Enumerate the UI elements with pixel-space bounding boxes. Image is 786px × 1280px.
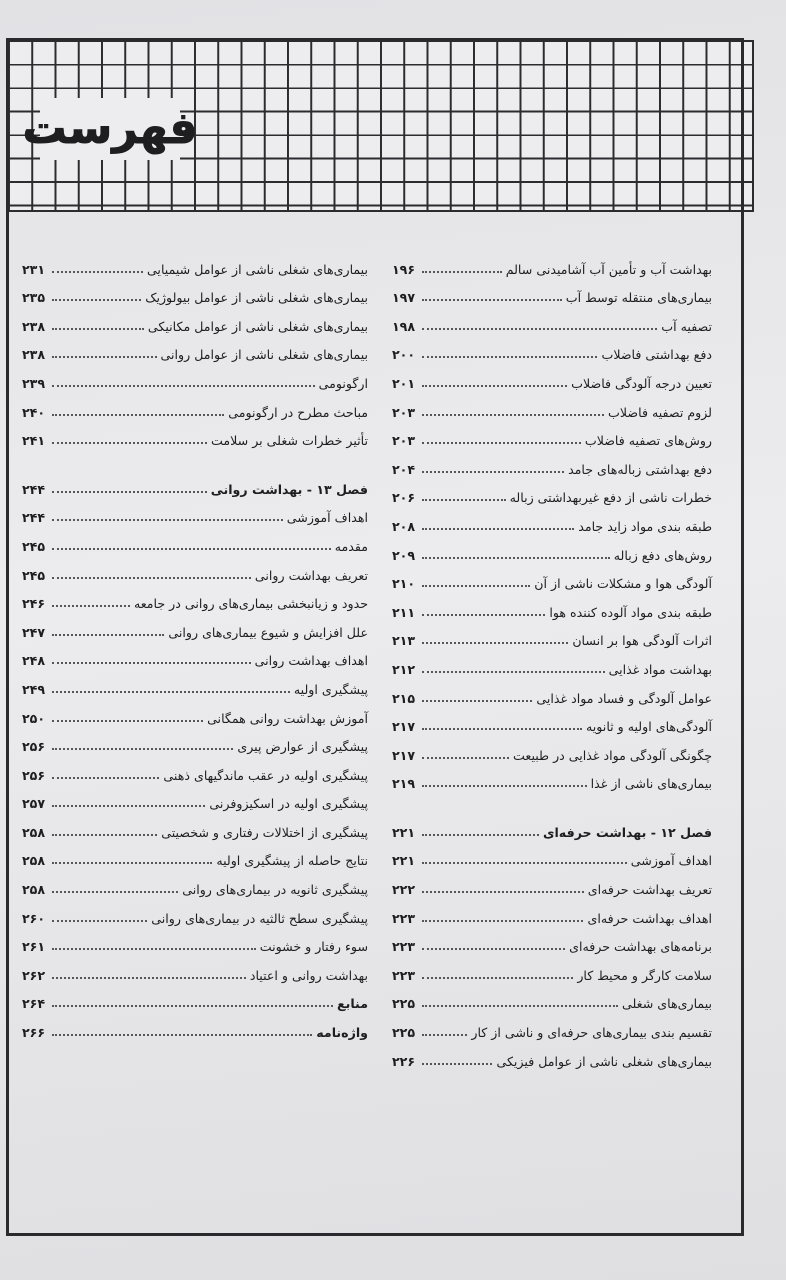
toc-entry-page: ۲۱۵ bbox=[392, 690, 416, 706]
toc-entry bbox=[392, 983, 712, 1012]
dot-leader bbox=[52, 634, 164, 636]
toc-entry-title: بیماری‌های شغلی bbox=[622, 996, 712, 1012]
dot-leader bbox=[52, 605, 130, 607]
toc-column-right bbox=[392, 248, 712, 1069]
toc-entry-title: تعیین درجه آلودگی فاضلاب bbox=[571, 375, 712, 391]
toc-entry-page: ۲۴۷ bbox=[22, 624, 46, 640]
dot-leader bbox=[52, 948, 256, 950]
toc-entry-title: لزوم تصفیه فاضلاب bbox=[608, 404, 712, 420]
toc-entry-page: ۲۰۱ bbox=[392, 375, 416, 391]
dot-leader bbox=[52, 662, 251, 664]
toc-entry bbox=[22, 497, 368, 526]
toc-entry-title: پیشگیری از عوارض پیری bbox=[237, 739, 368, 755]
toc-entry-title: روش‌های تصفیه فاضلاب bbox=[584, 433, 712, 449]
toc-entry-title: حدود و زیانبخشی بیماری‌های روانی در جامعه bbox=[133, 596, 368, 612]
dot-leader bbox=[52, 748, 233, 750]
toc-entry bbox=[22, 668, 368, 697]
toc-entry bbox=[392, 362, 712, 391]
toc-entry-page: ۲۱۹ bbox=[392, 776, 416, 792]
toc-entry-title: پیشگیری سطح ثالثیه در بیماری‌های روانی bbox=[151, 910, 368, 926]
dot-leader bbox=[422, 557, 610, 559]
toc-entry-page: ۲۴۵ bbox=[22, 567, 46, 583]
toc-entry-page: ۲۳۸ bbox=[22, 318, 46, 334]
toc-entry-title: روش‌های دفع زباله bbox=[613, 547, 712, 563]
toc-entry-page: ۱۹۷ bbox=[392, 290, 416, 306]
toc-entry bbox=[22, 697, 368, 726]
toc-entry-page: ۲۴۴ bbox=[22, 510, 46, 526]
toc-entry-title: خطرات ناشی از دفع غیربهداشتی زباله bbox=[509, 490, 712, 506]
toc-entry bbox=[22, 391, 368, 420]
dot-leader bbox=[52, 385, 315, 387]
toc-entry-title: بیماری‌های منتقله توسط آب bbox=[565, 290, 712, 306]
toc-entry bbox=[392, 840, 712, 869]
toc-entry-page: ۱۹۶ bbox=[392, 261, 416, 277]
toc-entry bbox=[392, 534, 712, 563]
dot-leader bbox=[52, 519, 283, 521]
toc-entry-page: ۲۳۵ bbox=[22, 290, 46, 306]
dot-leader bbox=[52, 271, 143, 273]
dot-leader bbox=[422, 1063, 492, 1065]
toc-entry bbox=[392, 248, 712, 277]
dot-leader bbox=[422, 862, 627, 864]
toc-entry-title: فصل ۱۲ - بهداشت حرفه‌ای bbox=[542, 824, 712, 840]
toc-chapter-heading bbox=[22, 468, 368, 497]
page-title: فهرست bbox=[22, 103, 198, 154]
toc-entry-page: ۲۶۲ bbox=[22, 967, 46, 983]
toc-entry-title: بیماری‌های شغلی ناشی از عوامل روانی bbox=[160, 347, 368, 363]
toc-entry-page: ۲۶۱ bbox=[22, 939, 46, 955]
toc-entry bbox=[22, 840, 368, 869]
dot-leader bbox=[52, 805, 205, 807]
toc-entry bbox=[392, 305, 712, 334]
toc-entry-page: ۲۴۶ bbox=[22, 596, 46, 612]
toc-entry-page: ۲۴۱ bbox=[22, 433, 46, 449]
toc-entry-title: طبقه بندی مواد آلوده کننده هوا bbox=[549, 604, 712, 620]
toc-entry-title: اثرات آلودگی هوا بر انسان bbox=[572, 633, 712, 649]
dot-leader bbox=[52, 328, 144, 330]
dot-leader bbox=[422, 671, 605, 673]
toc-entry-page: ۲۵۸ bbox=[22, 824, 46, 840]
toc-entry-title: اهداف بهداشت حرفه‌ای bbox=[587, 910, 712, 926]
toc-entry-title: تصفیه آب bbox=[661, 318, 712, 334]
toc-entry-page: ۲۲۶ bbox=[392, 1053, 416, 1069]
toc-entry-page: ۲۴۵ bbox=[22, 538, 46, 554]
toc-entry bbox=[22, 1011, 368, 1040]
toc-entry-page: ۲۰۶ bbox=[392, 490, 416, 506]
toc-entry-title: تقسیم بندی بیماری‌های حرفه‌ای و ناشی از کار bbox=[471, 1025, 712, 1041]
toc-entry bbox=[392, 1011, 712, 1040]
toc-entry-title: مباحث مطرح در ارگونومی bbox=[228, 404, 368, 420]
dot-leader bbox=[422, 414, 604, 416]
toc-entry bbox=[392, 706, 712, 735]
dot-leader bbox=[52, 862, 212, 864]
toc-entry-page: ۲۲۳ bbox=[392, 910, 416, 926]
dot-leader bbox=[422, 585, 530, 587]
toc-entry bbox=[22, 611, 368, 640]
toc-entry bbox=[22, 954, 368, 983]
toc-entry-page: ۲۱۷ bbox=[392, 719, 416, 735]
toc-entry-title: آلودگی‌های اولیه و ثانویه bbox=[586, 719, 712, 735]
toc-entry bbox=[22, 305, 368, 334]
toc-entry-title: سلامت کارگر و محیط کار bbox=[577, 967, 712, 983]
toc-entry-title: فصل ۱۳ - بهداشت روانی bbox=[210, 481, 368, 497]
toc-entry bbox=[392, 677, 712, 706]
toc-chapter-heading bbox=[392, 811, 712, 840]
toc-entry-page: ۲۲۳ bbox=[392, 939, 416, 955]
toc-entry bbox=[392, 734, 712, 763]
toc-entry bbox=[392, 334, 712, 363]
toc-entry-page: ۱۹۸ bbox=[392, 318, 416, 334]
toc-entry-title: تأثیر خطرات شغلی بر سلامت bbox=[211, 433, 368, 449]
dot-leader bbox=[422, 299, 562, 301]
toc-entry bbox=[22, 811, 368, 840]
toc-entry bbox=[392, 277, 712, 306]
toc-entry bbox=[392, 1040, 712, 1069]
toc-entry bbox=[392, 477, 712, 506]
dot-leader bbox=[422, 528, 574, 530]
toc-entry-page: ۲۶۰ bbox=[22, 910, 46, 926]
toc-entry-page: ۲۰۴ bbox=[392, 461, 416, 477]
dot-leader bbox=[52, 442, 207, 444]
toc-entry-page: ۲۲۱ bbox=[392, 824, 416, 840]
dot-leader bbox=[422, 728, 582, 730]
toc-entry-title: پیشگیری اولیه bbox=[293, 681, 368, 697]
dot-leader bbox=[52, 691, 290, 693]
dot-leader bbox=[52, 1005, 333, 1007]
toc-entry bbox=[22, 640, 368, 669]
toc-entry bbox=[22, 334, 368, 363]
toc-entry-page: ۲۴۰ bbox=[22, 404, 46, 420]
toc-entry bbox=[22, 554, 368, 583]
dot-leader bbox=[422, 834, 539, 836]
toc-entry-page: ۲۱۷ bbox=[392, 747, 416, 763]
section-gap bbox=[392, 791, 712, 811]
toc-entry bbox=[392, 868, 712, 897]
toc-entry bbox=[22, 754, 368, 783]
dot-leader bbox=[422, 1034, 467, 1036]
toc-entry-title: تعریف بهداشت حرفه‌ای bbox=[587, 882, 712, 898]
toc-entry-title: مقدمه bbox=[334, 538, 368, 554]
toc-entry-page: ۲۰۳ bbox=[392, 404, 416, 420]
toc-entry bbox=[22, 583, 368, 612]
toc-entry bbox=[392, 505, 712, 534]
toc-entry-page: ۲۳۹ bbox=[22, 375, 46, 391]
toc-entry-title: آموزش بهداشت روانی همگانی bbox=[207, 710, 368, 726]
toc-entry bbox=[22, 726, 368, 755]
dot-leader bbox=[422, 891, 584, 893]
toc-entry-title: دفع بهداشتی زباله‌های جامد bbox=[568, 461, 712, 477]
toc-entry-title: طبقه بندی مواد زاید جامد bbox=[578, 518, 712, 534]
toc-entry-title: علل افزایش و شیوع بیماری‌های روانی bbox=[168, 624, 368, 640]
toc-entry-page: ۲۵۶ bbox=[22, 739, 46, 755]
dot-leader bbox=[52, 891, 178, 893]
toc-entry-title: اهداف آموزشی bbox=[630, 853, 712, 869]
toc-entry bbox=[392, 591, 712, 620]
toc-entry bbox=[22, 362, 368, 391]
toc-entry-page: ۲۲۱ bbox=[392, 853, 416, 869]
toc-entry bbox=[392, 448, 712, 477]
toc-entry-page: ۲۱۰ bbox=[392, 576, 416, 592]
dot-leader bbox=[52, 777, 159, 779]
toc-entry-page: ۲۲۳ bbox=[392, 967, 416, 983]
toc-entry-title: برنامه‌های بهداشت حرفه‌ای bbox=[569, 939, 712, 955]
dot-leader bbox=[52, 299, 141, 301]
toc-entry-title: بیماری‌های ناشی از غذا bbox=[590, 776, 712, 792]
dot-leader bbox=[422, 1005, 618, 1007]
toc-entry-page: ۲۳۱ bbox=[22, 261, 46, 277]
toc-entry-title: اهداف بهداشت روانی bbox=[254, 653, 368, 669]
section-gap bbox=[22, 448, 368, 468]
dot-leader bbox=[422, 356, 597, 358]
dot-leader bbox=[52, 834, 157, 836]
toc-entry-title: پیشگیری ثانویه در بیماری‌های روانی bbox=[182, 882, 368, 898]
toc-entry-page: ۲۴۴ bbox=[22, 481, 46, 497]
toc-entry-page: ۲۰۳ bbox=[392, 433, 416, 449]
dot-leader bbox=[422, 977, 573, 979]
toc-entry bbox=[392, 954, 712, 983]
dot-leader bbox=[422, 471, 564, 473]
toc-entry-title: بهداشت آب و تأمین آب آشامیدنی سالم bbox=[505, 261, 712, 277]
toc-entry bbox=[22, 897, 368, 926]
toc-column-left bbox=[22, 248, 368, 1040]
toc-entry-title: بیماری‌های شغلی ناشی از عوامل مکانیکی bbox=[147, 318, 368, 334]
dot-leader bbox=[52, 356, 157, 358]
toc-entry-title: پیشگیری اولیه در اسکیزوفرنی bbox=[209, 796, 368, 812]
dot-leader bbox=[422, 920, 583, 922]
toc-entry bbox=[392, 648, 712, 677]
toc-entry-page: ۲۰۸ bbox=[392, 518, 416, 534]
dot-leader bbox=[52, 577, 251, 579]
toc-entry-page: ۲۲۵ bbox=[392, 1025, 416, 1041]
toc-entry bbox=[392, 620, 712, 649]
dot-leader bbox=[422, 328, 657, 330]
toc-entry bbox=[392, 763, 712, 792]
toc-entry bbox=[22, 926, 368, 955]
toc-entry-page: ۲۱۲ bbox=[392, 661, 416, 677]
toc-entry-page: ۲۵۷ bbox=[22, 796, 46, 812]
toc-entry-title: چگونگی آلودگی مواد غذایی در طبیعت bbox=[513, 747, 712, 763]
toc-entry-title: بیماری‌های شغلی ناشی از عوامل شیمیایی bbox=[146, 261, 368, 277]
toc-entry bbox=[22, 983, 368, 1012]
toc-entry-page: ۲۱۱ bbox=[392, 604, 416, 620]
toc-entry-page: ۲۰۰ bbox=[392, 347, 416, 363]
toc-entry-page: ۲۱۳ bbox=[392, 633, 416, 649]
toc-entry-page: ۲۴۸ bbox=[22, 653, 46, 669]
toc-entry-title: بیماری‌های شغلی ناشی از عوامل فیزیکی bbox=[496, 1053, 712, 1069]
toc-entry bbox=[22, 525, 368, 554]
dot-leader bbox=[422, 700, 532, 702]
toc-entry-title: واژه‌نامه bbox=[316, 1025, 368, 1041]
toc-entry-title: پیشگیری اولیه در عقب ماندگیهای ذهنی bbox=[163, 767, 368, 783]
toc-entry-title: عوامل آلودگی و فساد مواد غذایی bbox=[536, 690, 712, 706]
toc-entry-page: ۲۵۸ bbox=[22, 853, 46, 869]
toc-entry-page: ۲۴۹ bbox=[22, 681, 46, 697]
dot-leader bbox=[52, 920, 147, 922]
dot-leader bbox=[422, 442, 581, 444]
toc-entry bbox=[392, 926, 712, 955]
toc-entry bbox=[22, 868, 368, 897]
toc-entry-title: بیماری‌های شغلی ناشی از عوامل بیولوژیک bbox=[145, 290, 368, 306]
toc-entry-page: ۲۵۶ bbox=[22, 767, 46, 783]
toc-entry-title: سوء رفتار و خشونت bbox=[259, 939, 368, 955]
dot-leader bbox=[422, 948, 565, 950]
toc-entry-title: منابع bbox=[337, 996, 368, 1012]
toc-entry-title: ارگونومی bbox=[318, 375, 368, 391]
toc-entry bbox=[22, 277, 368, 306]
toc-entry-page: ۲۰۹ bbox=[392, 547, 416, 563]
toc-entry-title: بهداشت مواد غذایی bbox=[608, 661, 712, 677]
toc-entry bbox=[22, 420, 368, 449]
toc-entry bbox=[392, 391, 712, 420]
dot-leader bbox=[422, 499, 506, 501]
toc-entry-title: تعریف بهداشت روانی bbox=[254, 567, 368, 583]
toc-entry-title: آلودگی هوا و مشکلات ناشی از آن bbox=[534, 576, 712, 592]
dot-leader bbox=[52, 548, 331, 550]
toc-entry-title: بهداشت روانی و اعتیاد bbox=[249, 967, 368, 983]
dot-leader bbox=[422, 271, 502, 273]
toc-entry-title: پیشگیری از اختلالات رفتاری و شخصیتی bbox=[161, 824, 368, 840]
dot-leader bbox=[422, 614, 545, 616]
dot-leader bbox=[52, 977, 246, 979]
toc-entry-page: ۲۶۶ bbox=[22, 1025, 46, 1041]
toc-entry-page: ۲۶۴ bbox=[22, 996, 46, 1012]
toc-entry-title: دفع بهداشتی فاضلاب bbox=[601, 347, 712, 363]
dot-leader bbox=[52, 720, 203, 722]
dot-leader bbox=[422, 385, 567, 387]
toc-entry-title: نتایج حاصله از پیشگیری اولیه bbox=[216, 853, 368, 869]
dot-leader bbox=[52, 491, 207, 493]
toc-entry bbox=[392, 563, 712, 592]
toc-entry-title: اهداف آموزشی bbox=[286, 510, 368, 526]
dot-leader bbox=[52, 1034, 312, 1036]
dot-leader bbox=[422, 757, 509, 759]
dot-leader bbox=[422, 642, 568, 644]
toc-entry-page: ۲۲۵ bbox=[392, 996, 416, 1012]
toc-entry-page: ۲۲۲ bbox=[392, 882, 416, 898]
toc-entry-page: ۲۵۸ bbox=[22, 882, 46, 898]
toc-entry bbox=[22, 783, 368, 812]
dot-leader bbox=[52, 414, 224, 416]
title-block bbox=[22, 98, 198, 160]
toc-entry bbox=[392, 420, 712, 449]
dot-leader bbox=[422, 785, 587, 787]
toc-entry-page: ۲۵۰ bbox=[22, 710, 46, 726]
toc-entry bbox=[392, 897, 712, 926]
toc-entry-page: ۲۳۸ bbox=[22, 347, 46, 363]
toc-entry bbox=[22, 248, 368, 277]
